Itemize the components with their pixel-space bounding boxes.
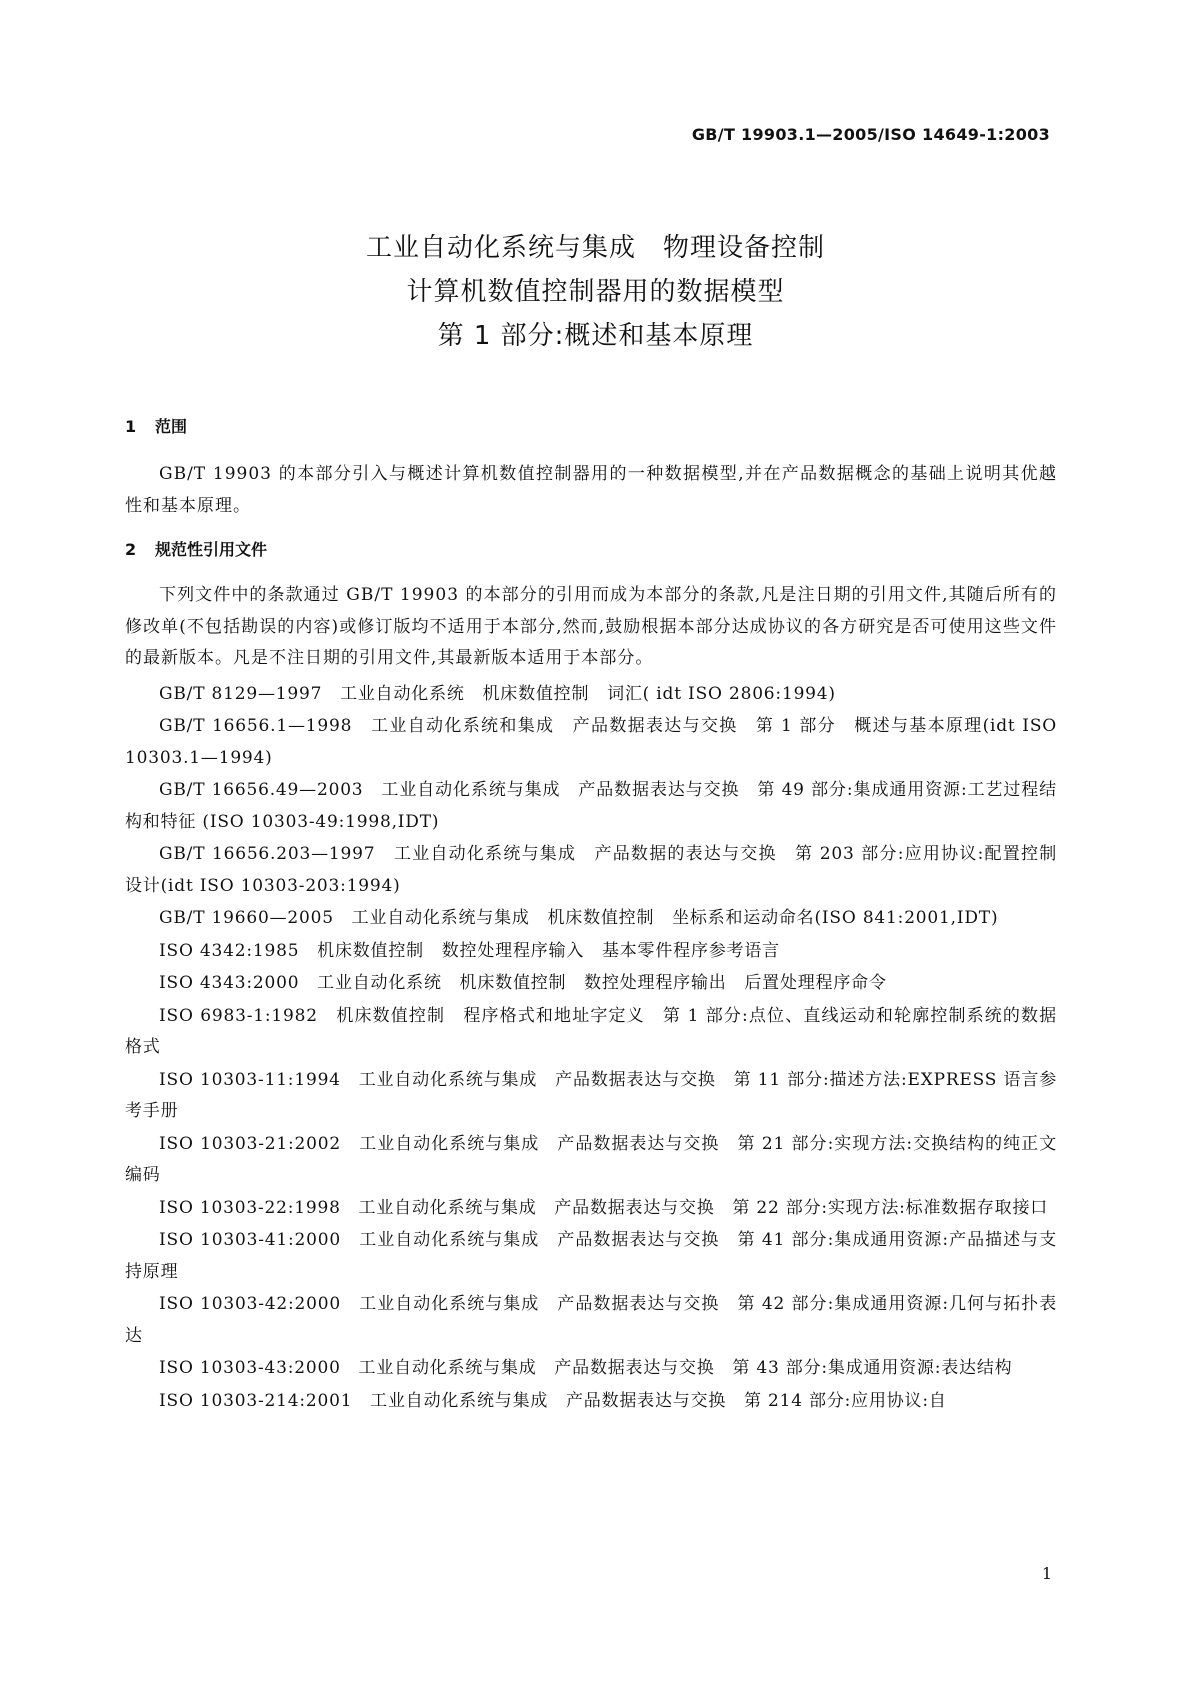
reference-item: ISO 10303-41:2000 工业自动化系统与集成 产品数据表达与交换 第 41 部分:集成通用资源:产品描述与支持原理	[125, 1230, 1057, 1282]
reference-item: ISO 4343:2000 工业自动化系统 机床数值控制 数控处理程序输出 后置处理程序命令	[159, 973, 887, 993]
reference-item: ISO 10303-42:2000 工业自动化系统与集成 产品数据表达与交换 第 42 部分:集成通用资源:几何与拓扑表达	[125, 1294, 1057, 1346]
document-title	[0, 226, 1191, 358]
reference-item: ISO 6983-1:1982 机床数值控制 程序格式和地址字定义 第 1 部分:点位、直线运动和轮廓控制系统的数据格式	[125, 1005, 1057, 1057]
title-line-3: 第 1 部分:概述和基本原理	[437, 321, 754, 351]
reference-item: ISO 10303-214:2001 工业自动化系统与集成 产品数据表达与交换 第 214 部分:应用协议:自	[159, 1390, 947, 1411]
reference-list	[125, 679, 1057, 1418]
section-1-text: GB/T 19903 的本部分引入与概述计算机数值控制器用的一种数据模型,并在产品数据概念的基础上说明其优越性和基本原理。	[125, 464, 1057, 516]
document-body	[125, 407, 1057, 1418]
page-number: 1	[1041, 1564, 1052, 1583]
reference-item: ISO 4342:1985 机床数值控制 数控处理程序输入 基本零件程序参考语言	[159, 940, 780, 961]
reference-item: ISO 10303-22:1998 工业自动化系统与集成 产品数据表达与交换 第 22 部分:实现方法:标准数据存取接口	[159, 1197, 1049, 1218]
title-line-1: 工业自动化系统与集成 物理设备控制	[365, 233, 825, 263]
reference-item: GB/T 19660—2005 工业自动化系统与集成 机床数值控制 坐标系和运动命名(ISO 841:2001,IDT)	[159, 908, 999, 928]
standard-code: GB/T 19903.1—2005/ISO 14649-1:2003	[691, 125, 1050, 144]
reference-item: GB/T 16656.203—1997 工业自动化系统与集成 产品数据的表达与交换 第 203 部分:应用协议:配置控制设计(idt ISO 10303-203:1994)	[125, 844, 1057, 896]
reference-item: ISO 10303-11:1994 工业自动化系统与集成 产品数据表达与交换 第 11 部分:描述方法:EXPRESS 语言参考手册	[125, 1069, 1057, 1121]
reference-item: ISO 10303-21:2002 工业自动化系统与集成 产品数据表达与交换 第 21 部分:实现方法:交换结构的纯正文编码	[125, 1133, 1057, 1185]
title-line-2: 计算机数值控制器用的数据模型	[406, 277, 785, 307]
reference-item: GB/T 16656.1—1998 工业自动化系统和集成 产品数据表达与交换 第 1 部分 概述与基本原理(idt ISO 10303.1—1994)	[125, 716, 1057, 768]
section-1-number: 1	[125, 417, 137, 436]
section-1-title: 范围	[155, 417, 188, 436]
reference-item: GB/T 16656.49—2003 工业自动化系统与集成 产品数据表达与交换 第 49 部分:集成通用资源:工艺过程结构和特征 (ISO 10303-49:1998,IDT)	[125, 780, 1057, 832]
section-2-intro: 下列文件中的条款通过 GB/T 19903 的本部分的引用而成为本部分的条款,凡是注日期的引用文件,其随后所有的修改单(不包括勘误的内容)或修订版均不适用于本部分,然而,鼓励根据本部分达成协议的各方研究是否可使用这些文件的最新版本。凡是不注日期的引用文件,其最新版本适用于本部分。	[125, 585, 1057, 668]
section-2-title: 规范性引用文件	[155, 540, 268, 559]
section-2-number: 2	[125, 540, 137, 559]
section-2-heading	[125, 530, 1057, 570]
section-1-heading	[125, 407, 1057, 447]
reference-item: GB/T 8129—1997 工业自动化系统 机床数值控制 词汇( idt ISO 2806:1994)	[159, 683, 836, 704]
reference-item: ISO 10303-43:2000 工业自动化系统与集成 产品数据表达与交换 第 43 部分:集成通用资源:表达结构	[159, 1358, 1013, 1378]
